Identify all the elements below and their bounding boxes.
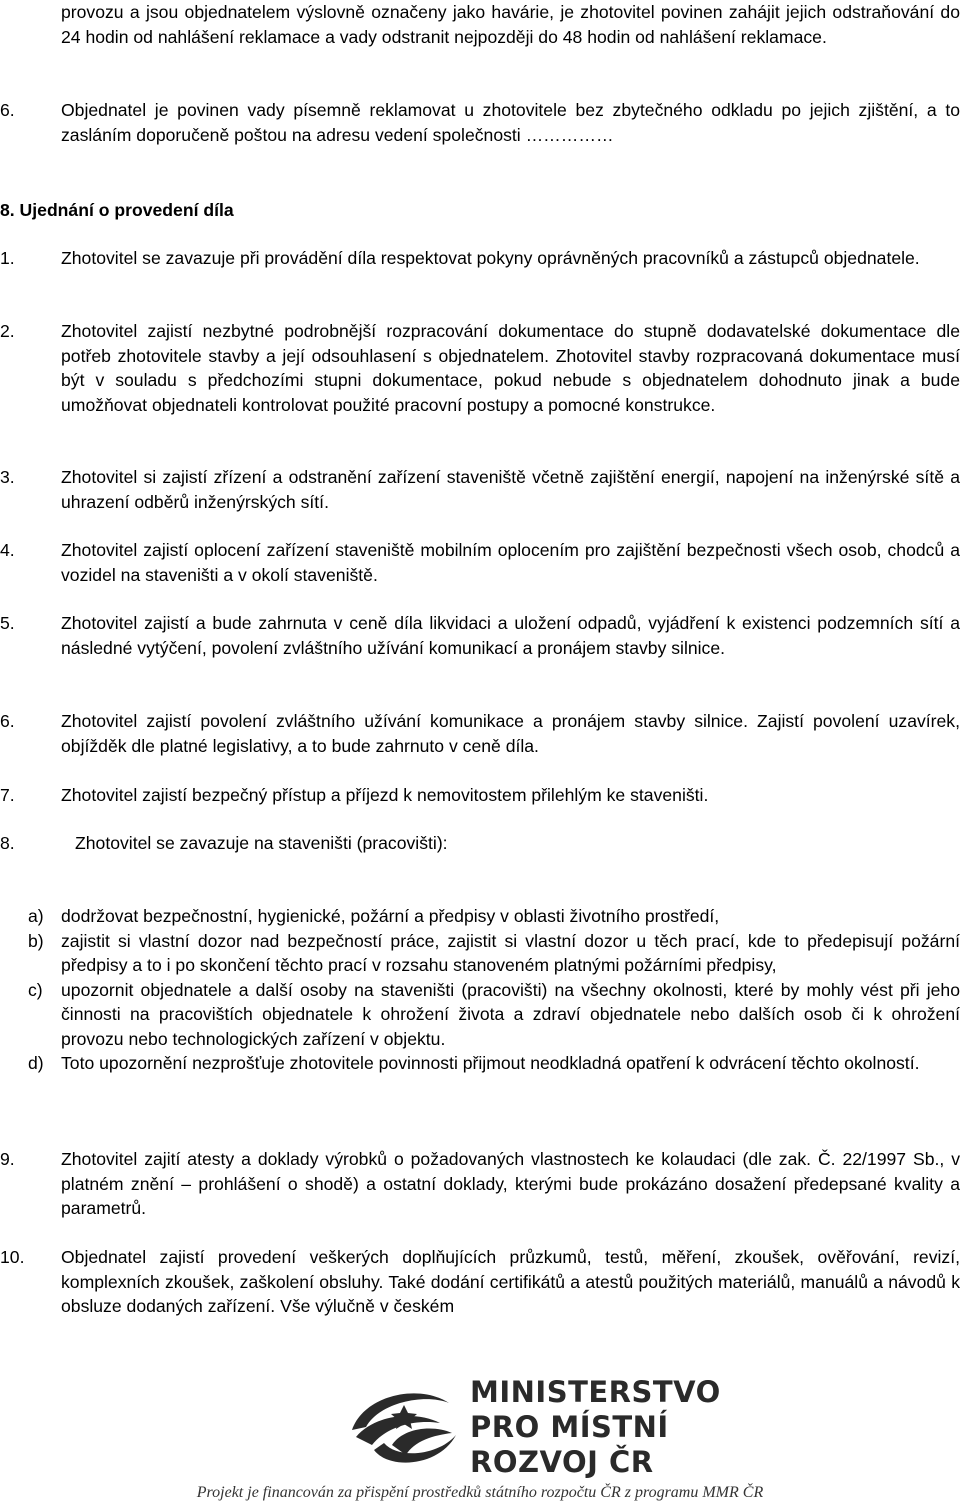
item-text: Objednatel zajistí provedení veškerých doplňujících průzkumů, testů, měření, zkoušek, ověřování, revizí, komplexních zkoušek, zaškolení obsluhy. Také dodání certifikátů a atestů použitých materiálů, manuálů a návodů k obsluze dodaných zařízení. Vše výlučně v českém xyxy=(61,1247,960,1316)
sub-item-label: b) xyxy=(28,930,44,951)
prev-item-6-text: Objednatel je povinen vady písemně reklamovat u zhotovitele bez zbytečného odkladu po jejich zjištění, a to zasláním doporučeně poštou na adresu vedení společnosti …………… xyxy=(61,100,960,145)
item-number: 5. xyxy=(0,613,15,633)
sub-list-item xyxy=(0,1051,960,1076)
item-text: Zhotovitel se zavazuje na staveništi (pracovišti): xyxy=(75,833,448,853)
sub-list-item xyxy=(0,904,960,929)
section-heading xyxy=(0,198,960,223)
logo-wordmark xyxy=(470,1375,721,1480)
logo-line-2: PRO MÍSTNÍ xyxy=(470,1410,669,1444)
ministry-logo xyxy=(344,1375,721,1479)
section-heading-text: 8. Ujednání o provedení díla xyxy=(0,200,234,220)
list-item xyxy=(0,538,960,587)
intro-paragraph xyxy=(0,0,960,49)
item-number: 8. xyxy=(0,833,15,853)
sub-item-text: upozornit objednatele a další osoby na staveništi (pracovišti) na všechny okolnosti, které by mohly vést při jeho činnosti na pracovištích objednatele k ohrožení života a zdraví objednatele nebo dalších osob či k ohrožení provozu nebo technologických zařízení v objektu. xyxy=(61,979,960,1049)
item-number: 7. xyxy=(0,785,15,805)
prev-item-6-number: 6. xyxy=(0,100,15,120)
item-text: Zhotovitel si zajistí zřízení a odstranění zařízení staveniště včetně zajištění energií, napojení na inženýrské sítě a uhrazení odběrů inženýrských sítí. xyxy=(61,467,960,512)
list-item xyxy=(0,611,960,660)
item-text: Zhotovitel zajistí povolení zvláštního užívání komunikace a pronájem stavby silnice. Zajistí povolení uzavírek, objížděk dle platné legislativy, a to bude zahrnuto v ceně díla. xyxy=(61,711,960,756)
item-text: Zhotovitel zajití atesty a doklady výrobků o požadovaných vlastnostech ke kolaudaci (dle zak. Č. 22/1997 Sb., v platném znění – prohlášení o shodě) a ostatní doklady, kterými bude prokázáno dosažení předepsané kvality a parametrů. xyxy=(61,1149,960,1218)
sub-list-item xyxy=(0,929,960,978)
logo-line-3: ROZVOJ ČR xyxy=(470,1445,654,1479)
sub-item-text: dodržovat bezpečnostní, hygienické, požární a předpisy v oblasti životního prostředí, xyxy=(61,906,720,926)
list-item xyxy=(0,465,960,514)
list-item xyxy=(0,319,960,417)
sub-list xyxy=(0,904,960,1076)
ministry-emblem-icon xyxy=(344,1375,464,1475)
item-number: 2. xyxy=(0,321,15,341)
list-item xyxy=(0,246,960,271)
item-number: 3. xyxy=(0,467,15,487)
prev-item-6 xyxy=(0,98,960,147)
item-text: Zhotovitel zajistí bezpečný přístup a příjezd k nemovitostem přilehlým ke staveništi. xyxy=(61,785,709,805)
item-text: Zhotovitel zajistí a bude zahrnuta v ceně díla likvidaci a uložení odpadů, vyjádření k existenci podzemních sítí a následné vytýčení, povolení zvláštního užívání komunikací a pronájem stavby silnice. xyxy=(61,613,960,658)
sub-item-text: Toto upozornění nezprošťuje zhotovitele povinnosti přijmout neodkladná opatření k odvrácení těchto okolností. xyxy=(61,1053,920,1073)
footer-note: Projekt je financován za přispění prostředků státního rozpočtu ČR z programu MMR ČR xyxy=(196,1484,764,1501)
sub-item-label: a) xyxy=(28,906,44,926)
item-number: 1. xyxy=(0,248,15,268)
list-item xyxy=(0,831,960,856)
sub-item-text: zajistit si vlastní dozor nad bezpečností práce, zajistit si vlastní dozor u těch prací, kde to předepisují požární předpisy a to i po skončení těchto prací v rozsahu stanoveném platnými požárními předpisy, xyxy=(61,930,960,975)
item-text: Zhotovitel se zavazuje při provádění díla respektovat pokyny oprávněných pracovníků a zástupců objednatele. xyxy=(61,248,920,268)
item-number: 4. xyxy=(0,540,15,560)
sub-item-label: d) xyxy=(28,1053,44,1073)
item-number: 9. xyxy=(0,1149,15,1169)
logo-line-1: MINISTERSTVO xyxy=(470,1375,721,1409)
list-item xyxy=(0,1245,960,1319)
item-text: Zhotovitel zajistí nezbytné podrobnější rozpracování dokumentace do stupně dodavatelské dokumentace dle potřeb zhotovitele stavby a její odsouhlasení s objednatelem. Zhotovitel stavby rozpracovaná dokumentace musí být v souladu s předchozími stupni dokumentace, pokud nebude s objednatelem dohodnuto jinak a bude umožňovat objednateli kontrolovat použité pracovní postupy a pomocné konstrukce. xyxy=(61,321,960,415)
list-item xyxy=(0,1147,960,1221)
list-item xyxy=(0,709,960,758)
sub-list-item xyxy=(0,978,960,1052)
list-item xyxy=(0,783,960,808)
item-text: Zhotovitel zajistí oplocení zařízení staveniště mobilním oplocením pro zajištění bezpečnosti všech osob, chodců a vozidel na staveništi a v okolí staveniště. xyxy=(61,540,960,585)
item-number: 10. xyxy=(0,1247,25,1267)
sub-item-label: c) xyxy=(28,979,43,1000)
intro-text: provozu a jsou objednatelem výslovně označeny jako havárie, je zhotovitel povinen zahájit jejich odstraňování do 24 hodin od nahlášení reklamace a vady odstranit nejpozději do 48 hodin od nahlášení reklamace. xyxy=(61,2,960,47)
item-number: 6. xyxy=(0,711,15,731)
